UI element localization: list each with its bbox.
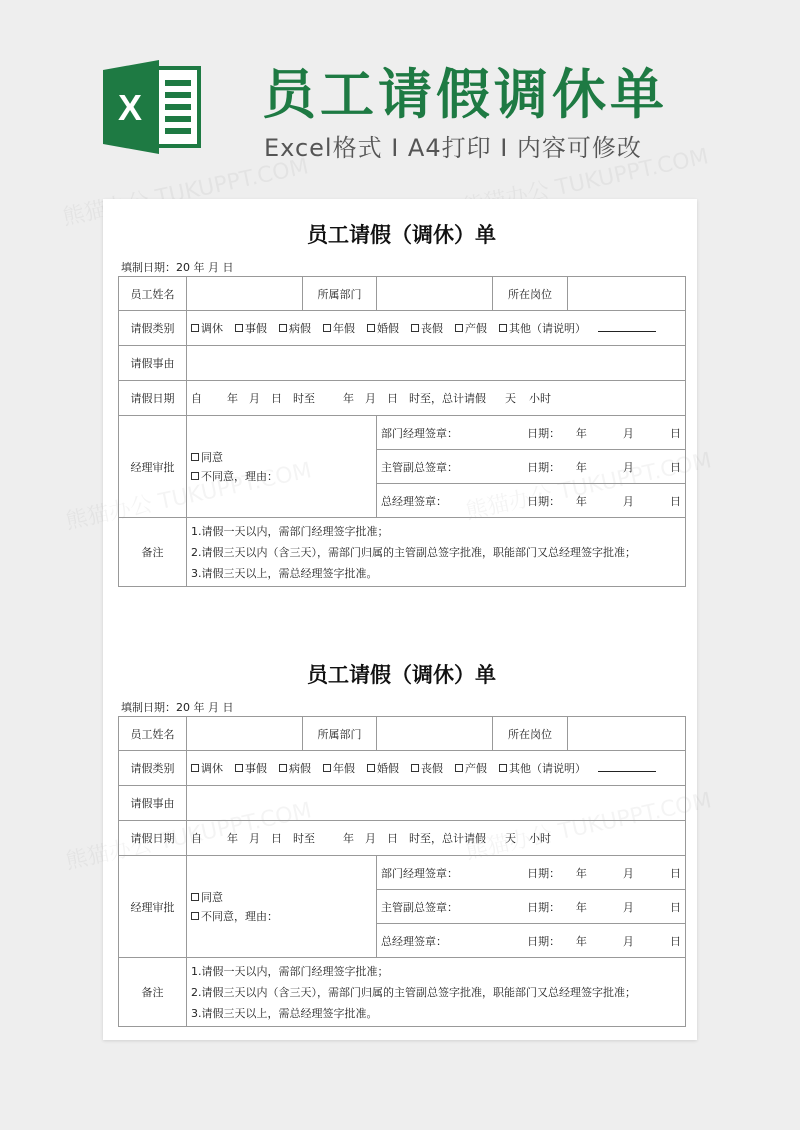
leave-type-option[interactable]: 婚假 — [367, 322, 399, 335]
checkbox-icon[interactable] — [323, 324, 331, 332]
date-label: 日期： — [527, 460, 561, 474]
date-label: 日期： — [527, 866, 561, 880]
checkbox-icon[interactable] — [191, 472, 199, 480]
department-label: 所属部门 — [303, 277, 377, 311]
leave-date-field[interactable]: 自 年 月 日 时至 年 月 日 时至，总计请假 天 小时 — [187, 821, 686, 856]
page-header — [0, 0, 800, 200]
manager-approval-label: 经理审批 — [119, 416, 187, 518]
leave-type-option[interactable]: 其他（请说明） — [499, 762, 586, 775]
leave-type-options — [187, 751, 686, 786]
table-row — [119, 717, 686, 751]
checkbox-icon[interactable] — [235, 324, 243, 332]
leave-reason-label: 请假事由 — [119, 346, 187, 381]
checkbox-icon[interactable] — [367, 324, 375, 332]
signature-date: 年 月 日 — [575, 494, 681, 508]
checkbox-icon[interactable] — [279, 764, 287, 772]
post-field[interactable] — [568, 717, 686, 751]
note-line: 2.请假三天以内（含三天），需部门归属的主管副总签字批准，职能部门又总经理签字批准； — [191, 545, 636, 559]
post-field[interactable] — [568, 277, 686, 311]
department-label: 所属部门 — [303, 717, 377, 751]
leave-type-option[interactable]: 产假 — [455, 322, 487, 335]
signature-field[interactable] — [377, 484, 686, 518]
checkbox-icon[interactable] — [411, 764, 419, 772]
date-label: 日期： — [527, 934, 561, 948]
leave-type-option[interactable]: 病假 — [279, 762, 311, 775]
checkbox-icon[interactable] — [191, 893, 199, 901]
leave-form-table — [118, 276, 686, 587]
checkbox-icon[interactable] — [499, 324, 507, 332]
table-row — [119, 416, 686, 450]
signature-date: 年 月 日 — [575, 934, 681, 948]
table-row — [119, 958, 686, 1027]
signature-label: 部门经理签章： — [381, 866, 458, 880]
table-row — [119, 518, 686, 587]
disagree-option[interactable]: 不同意，理由： — [191, 908, 372, 924]
leave-date-label: 请假日期 — [119, 381, 187, 416]
leave-type-option[interactable]: 调休 — [191, 762, 223, 775]
fill-date: 填制日期：20 年 月 日 — [121, 261, 234, 274]
document-sheet — [103, 199, 697, 1040]
page-subtitle: Excel格式 I A4打印 I 内容可修改 — [264, 134, 642, 162]
signature-field[interactable] — [377, 450, 686, 484]
signature-field[interactable] — [377, 856, 686, 890]
table-row — [119, 277, 686, 311]
form-title: 员工请假（调休）单 — [307, 223, 496, 247]
post-label: 所在岗位 — [493, 277, 568, 311]
form-title: 员工请假（调休）单 — [307, 663, 496, 687]
svg-text:X: X — [117, 87, 143, 128]
agree-option[interactable]: 同意 — [191, 889, 372, 905]
checkbox-icon[interactable] — [367, 764, 375, 772]
checkbox-icon[interactable] — [499, 764, 507, 772]
signature-label: 总经理签章： — [381, 934, 447, 948]
leave-type-option[interactable]: 调休 — [191, 322, 223, 335]
fill-date: 填制日期：20 年 月 日 — [121, 701, 234, 714]
checkbox-icon[interactable] — [279, 324, 287, 332]
leave-type-option[interactable]: 丧假 — [411, 762, 443, 775]
leave-reason-field[interactable] — [187, 346, 686, 381]
leave-type-option[interactable]: 事假 — [235, 322, 267, 335]
signature-field[interactable] — [377, 416, 686, 450]
checkbox-icon[interactable] — [191, 764, 199, 772]
employee-name-label: 员工姓名 — [119, 717, 187, 751]
leave-type-option[interactable]: 丧假 — [411, 322, 443, 335]
employee-name-field[interactable] — [187, 277, 303, 311]
signature-date: 年 月 日 — [575, 900, 681, 914]
checkbox-icon[interactable] — [411, 324, 419, 332]
leave-form-table — [118, 716, 686, 1027]
notes-label: 备注 — [119, 958, 187, 1027]
signature-date: 年 月 日 — [575, 866, 681, 880]
leave-date-label: 请假日期 — [119, 821, 187, 856]
signature-label: 主管副总签章： — [381, 460, 458, 474]
notes-content — [187, 518, 686, 587]
note-line: 1.请假一天以内，需部门经理签字批准； — [191, 964, 389, 978]
other-reason-blank[interactable] — [598, 762, 656, 772]
leave-type-options — [187, 311, 686, 346]
checkbox-icon[interactable] — [235, 764, 243, 772]
leave-type-label: 请假类别 — [119, 751, 187, 786]
signature-date: 年 月 日 — [575, 426, 681, 440]
page-title: 员工请假调休单 — [262, 63, 668, 126]
disagree-option[interactable]: 不同意，理由： — [191, 468, 372, 484]
table-row — [119, 786, 686, 821]
leave-reason-field[interactable] — [187, 786, 686, 821]
checkbox-icon[interactable] — [455, 764, 463, 772]
note-line: 1.请假一天以内，需部门经理签字批准； — [191, 524, 389, 538]
note-line: 3.请假三天以上，需总经理签字批准。 — [191, 1006, 378, 1020]
date-label: 日期： — [527, 494, 561, 508]
signature-date: 年 月 日 — [575, 460, 681, 474]
agree-option[interactable]: 同意 — [191, 449, 372, 465]
leave-type-option[interactable]: 病假 — [279, 322, 311, 335]
date-label: 日期： — [527, 426, 561, 440]
signature-field[interactable] — [377, 890, 686, 924]
note-line: 2.请假三天以内（含三天），需部门归属的主管副总签字批准，职能部门又总经理签字批准； — [191, 985, 636, 999]
table-row — [119, 311, 686, 346]
table-row — [119, 856, 686, 890]
table-row — [119, 751, 686, 786]
table-row — [119, 346, 686, 381]
manager-approval-label: 经理审批 — [119, 856, 187, 958]
leave-type-label: 请假类别 — [119, 311, 187, 346]
signature-label: 主管副总签章： — [381, 900, 458, 914]
signature-label: 部门经理签章： — [381, 426, 458, 440]
checkbox-icon[interactable] — [323, 764, 331, 772]
leave-date-field[interactable]: 自 年 月 日 时至 年 月 日 时至，总计请假 天 小时 — [187, 381, 686, 416]
leave-type-option[interactable]: 产假 — [455, 762, 487, 775]
leave-type-option[interactable]: 事假 — [235, 762, 267, 775]
checkbox-icon[interactable] — [191, 453, 199, 461]
department-field[interactable] — [377, 277, 493, 311]
post-label: 所在岗位 — [493, 717, 568, 751]
excel-logo-icon — [103, 60, 203, 154]
table-row — [119, 821, 686, 856]
leave-type-option[interactable]: 婚假 — [367, 762, 399, 775]
leave-type-option[interactable]: 年假 — [323, 322, 355, 335]
signature-label: 总经理签章： — [381, 494, 447, 508]
notes-label: 备注 — [119, 518, 187, 587]
approval-decision — [187, 416, 377, 518]
checkbox-icon[interactable] — [191, 324, 199, 332]
checkbox-icon[interactable] — [455, 324, 463, 332]
note-line: 3.请假三天以上，需总经理签字批准。 — [191, 566, 378, 580]
leave-type-option[interactable]: 其他（请说明） — [499, 322, 586, 335]
employee-name-field[interactable] — [187, 717, 303, 751]
signature-field[interactable] — [377, 924, 686, 958]
leave-reason-label: 请假事由 — [119, 786, 187, 821]
notes-content — [187, 958, 686, 1027]
department-field[interactable] — [377, 717, 493, 751]
table-row — [119, 381, 686, 416]
approval-decision — [187, 856, 377, 958]
employee-name-label: 员工姓名 — [119, 277, 187, 311]
other-reason-blank[interactable] — [598, 322, 656, 332]
checkbox-icon[interactable] — [191, 912, 199, 920]
leave-type-option[interactable]: 年假 — [323, 762, 355, 775]
date-label: 日期： — [527, 900, 561, 914]
